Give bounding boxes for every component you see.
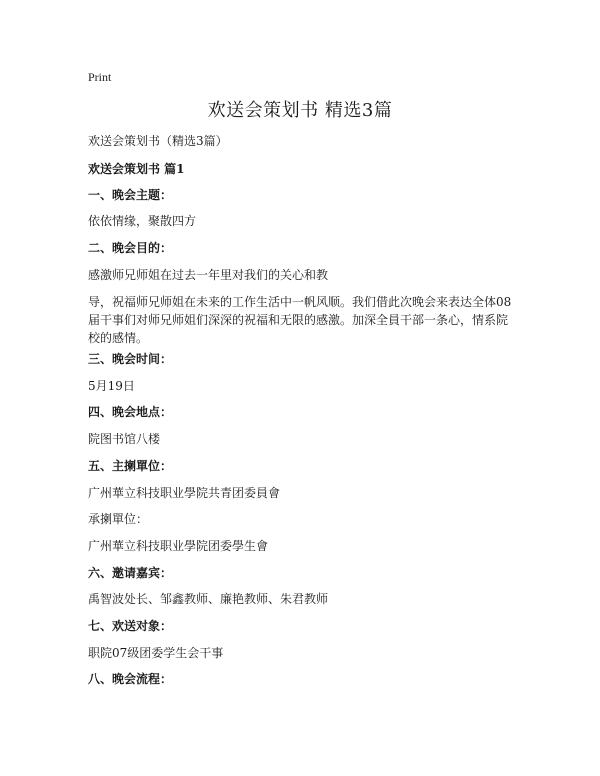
heading-purpose: 二、晚会目的： bbox=[88, 241, 173, 255]
paragraph-organizer: 广州華立科技职业學院共青团委員會 bbox=[88, 486, 281, 500]
heading-organizer: 五、主揦單位： bbox=[88, 459, 173, 473]
paragraph-purpose-line1: 感激师兄师姐在过去一年里对我们的关心和教 bbox=[88, 268, 329, 282]
paragraph-guests: 禹智波处长、邹鑫教师、廉艳教师、朱君教师 bbox=[88, 592, 329, 606]
heading-audience: 七、欢送对象： bbox=[88, 619, 173, 633]
print-link[interactable]: Print bbox=[88, 70, 112, 84]
paragraph-theme: 依依情缘，聚散四方 bbox=[88, 214, 197, 228]
paragraph-audience: 职院07级团委学生会干事 bbox=[88, 646, 224, 660]
paragraph-purpose-body: 导，祝福师兄师姐在未来的工作生活中一帆风顺。我们借此次晚会来表达全体08届干事们对师兄师姐们深深的祝福和无限的感激。加深全員干部一条心，情系院校的感情。 bbox=[88, 295, 512, 345]
heading-theme: 一、晚会主题： bbox=[88, 188, 173, 202]
paragraph-location: 院图书馆八楼 bbox=[88, 432, 161, 446]
page-title: 欢送会策划书 精选3篇 bbox=[207, 100, 393, 121]
paragraph-coorganizer: 广州華立科技职业學院团委學生會 bbox=[88, 539, 269, 553]
heading-program: 八、晚会流程： bbox=[88, 672, 173, 686]
document-subtitle: 欢送会策划书（精选3篇） bbox=[88, 134, 228, 148]
heading-guests: 六、邀请嘉宾： bbox=[88, 566, 173, 580]
paragraph-time: 5月19日 bbox=[88, 379, 135, 393]
section-heading: 欢送会策划书 篇1 bbox=[88, 162, 185, 176]
heading-time: 三、晚会时间： bbox=[88, 352, 173, 366]
heading-location: 四、晚会地点： bbox=[88, 405, 173, 419]
paragraph-coorganizer-label: 承揦單位： bbox=[88, 512, 149, 526]
